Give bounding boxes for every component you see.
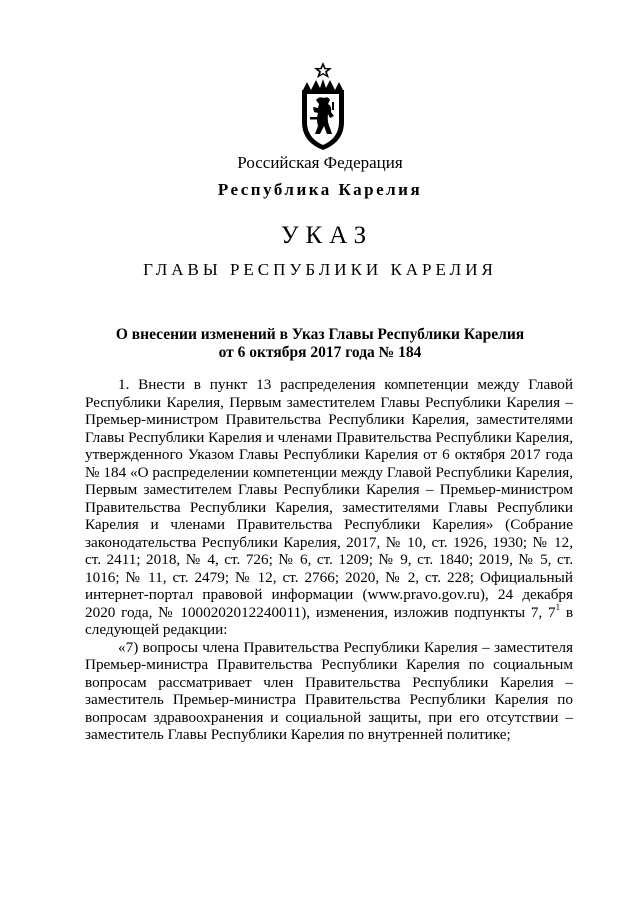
superscript: 1: [555, 601, 561, 612]
document-body: [85, 376, 573, 744]
paragraph-1-text: 1. Внести в пункт 13 распределения компетенции между Главой Республики Карелия, Первым заместителем Главы Республики Карелия – Премьер-министром Правительства Республики Карелия, заместителями Главы Республики Карелия и членами Правительства Республики Карелия, утвержденного Указом Главы Республики Карелия от 6 октября 2017 года № 184 «О распределении компетенции между Главой Республики Карелия, Первым заместителем Главы Республики Карелия – Премьер-министром Правительства Республики Карелия, заместителями Главы Республики Карелия и членами Правительства Республики Карелия» (Собрание законодательства Республики Карелия, 2017, № 10, ст. 1926, 1930; № 12, ст. 2411; 2018, № 4, ст. 726; № 6, ст. 1209; № 9, ст. 1840; 2019, № 5, ст. 1016; № 11, ст. 2479; № 12, ст. 2766; 2020, № 2, ст. 228; Официальный интернет-портал правовой информации (www.pravo.gov.ru), 24 декабря 2020 года, № 1000202012240011), изменения, изложив подпункты 7, 7: [85, 376, 573, 621]
title-line-1: О внесении изменений в Указ Главы Республики Карелия: [115, 326, 525, 343]
document-type: УКАЗ: [280, 222, 374, 249]
paragraph-2: «7) вопросы члена Правительства Республики Карелия – заместителя Премьер-министра Правительства Республики Карелия по социальным вопросам рассматривает член Правительства Республики Карелия – заместитель Премьер-министра Правительства Республики Карелия по вопросам здравоохранения и социальной защиты, при его отсутствии – заместитель Главы Республики Карелия по внутренней политике;: [85, 638, 573, 743]
paragraph-1-tail: в следующей редакции:: [85, 603, 573, 638]
country-name: Российская Федерация: [237, 153, 403, 172]
paragraph-1: [85, 376, 573, 639]
republic-name: Республика Карелия: [217, 180, 423, 199]
issuing-authority: ГЛАВЫ РЕСПУБЛИКИ КАРЕЛИЯ: [143, 260, 497, 279]
document-title: [0, 326, 640, 362]
title-line-2: от 6 октября 2017 года № 184: [218, 344, 422, 361]
coat-of-arms-icon: [299, 62, 347, 152]
